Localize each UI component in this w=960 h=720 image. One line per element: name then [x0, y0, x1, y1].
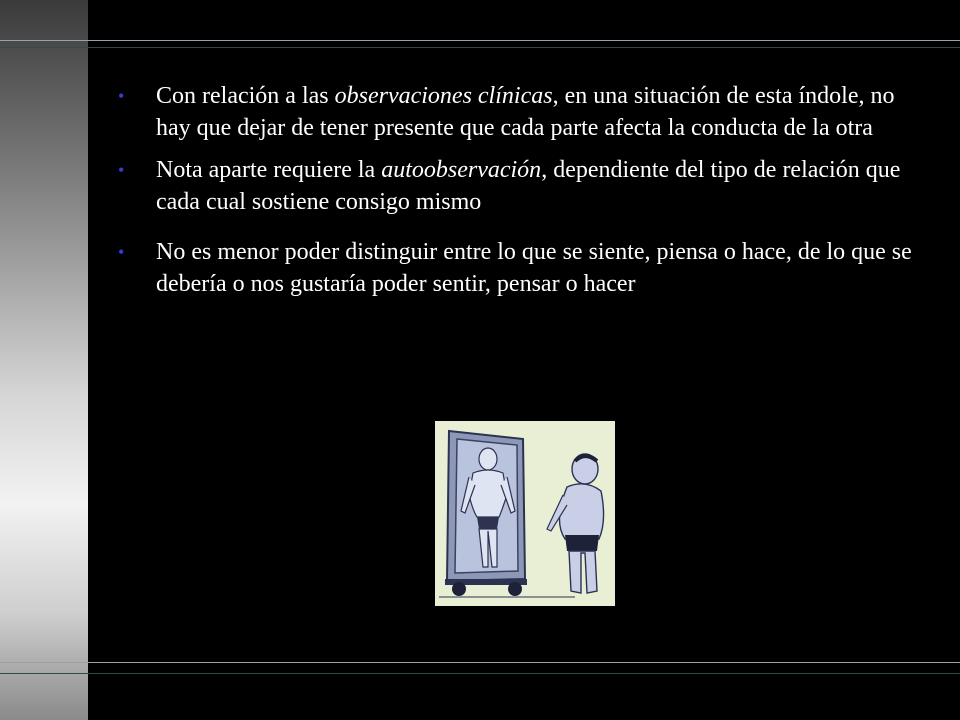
bullet-item — [116, 154, 916, 218]
bullet-text — [156, 157, 900, 215]
text-segment: , en una situación de esta índole, no hay que dejar de tener presente que cada parte afecta la conducta de la otra — [156, 83, 895, 141]
bullet-item — [116, 236, 916, 300]
top-divider-line — [0, 40, 960, 41]
text-segment: No es menor poder distinguir entre lo que se siente, piensa o hace, de lo que se debería o nos gustaría poder sentir, pensar o hacer — [156, 239, 912, 297]
bullet-dot-icon: • — [118, 242, 125, 262]
bullet-dot-icon: • — [118, 86, 125, 106]
bullet-text — [156, 83, 894, 141]
text-segment: Nota aparte requiere la — [156, 157, 382, 183]
left-gradient-bar — [0, 0, 88, 720]
bullet-list — [116, 80, 916, 310]
text-segment: Con relación a las — [156, 83, 335, 109]
bottom-divider-line-secondary — [0, 673, 960, 674]
bullet-item — [116, 80, 916, 144]
bullet-dot-icon: • — [118, 160, 125, 180]
text-segment: , dependiente del tipo de relación que cada cual sostiene consigo mismo — [156, 157, 901, 215]
mirror-cartoon-icon — [435, 421, 615, 606]
text-segment-italic: observaciones clínicas — [334, 83, 553, 109]
top-divider-line-secondary — [0, 47, 960, 48]
text-segment-italic: autoobservación — [381, 157, 542, 183]
bullet-text — [156, 239, 912, 297]
bottom-divider-line — [0, 662, 960, 663]
